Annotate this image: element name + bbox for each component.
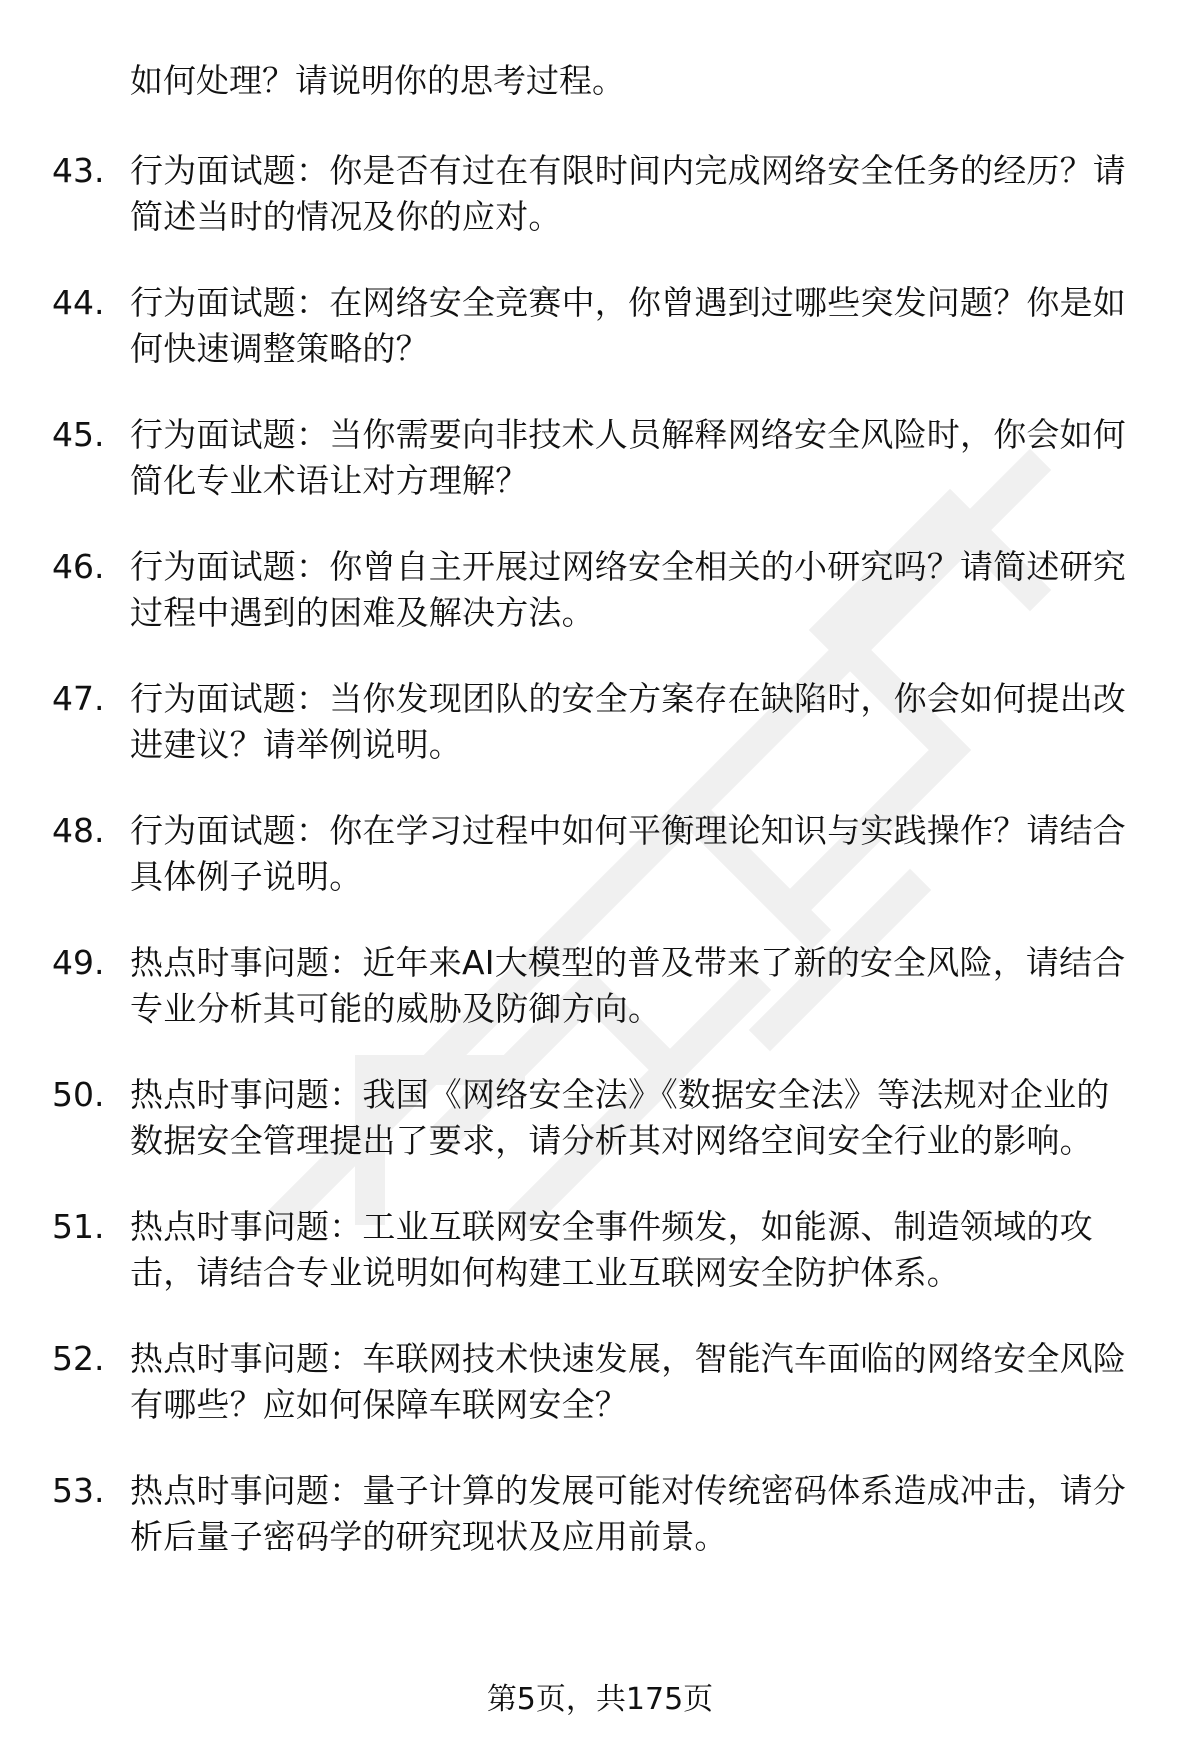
question-text: 行为面试题：当你需要向非技术人员解释网络安全风险时，你会如何简化专业术语让对方理解？ xyxy=(130,415,1126,500)
question-item xyxy=(0,1468,1140,1560)
question-text: 热点时事问题：工业互联网安全事件频发，如能源、制造领域的攻击，请结合专业说明如何构建工业互联网安全防护体系。 xyxy=(130,1207,1093,1292)
question-item xyxy=(0,412,1140,504)
question-number: 52. xyxy=(52,1339,105,1378)
question-item xyxy=(0,808,1140,900)
question-item xyxy=(0,1072,1140,1164)
question-item xyxy=(0,676,1140,768)
question-list xyxy=(0,148,1200,1600)
question-number: 53. xyxy=(52,1471,105,1510)
question-number: 45. xyxy=(52,415,105,454)
question-number: 51. xyxy=(52,1207,105,1246)
question-number: 44. xyxy=(52,283,105,322)
page-footer: 第5页，共175页 xyxy=(486,1682,714,1717)
question-number: 48. xyxy=(52,811,105,850)
question-number: 46. xyxy=(52,547,105,586)
question-number: 47. xyxy=(52,679,105,718)
question-item xyxy=(0,544,1140,636)
question-number: 49. xyxy=(52,943,105,982)
question-text: 行为面试题：你曾自主开展过网络安全相关的小研究吗？请简述研究过程中遇到的困难及解决方法。 xyxy=(130,547,1126,632)
question-number: 43. xyxy=(52,151,105,190)
question-item xyxy=(0,148,1140,240)
question-text: 热点时事问题：量子计算的发展可能对传统密码体系造成冲击，请分析后量子密码学的研究现状及应用前景。 xyxy=(130,1471,1126,1556)
question-item xyxy=(0,1336,1140,1428)
question-item xyxy=(0,1204,1140,1296)
question-text: 热点时事问题：近年来AI大模型的普及带来了新的安全风险，请结合专业分析其可能的威胁及防御方向。 xyxy=(130,943,1126,1028)
question-item xyxy=(0,280,1140,372)
question-text: 行为面试题：你在学习过程中如何平衡理论知识与实践操作？请结合具体例子说明。 xyxy=(130,811,1126,896)
continuation-text: 如何处理？请说明你的思考过程。 xyxy=(130,61,625,100)
question-text: 行为面试题：你是否有过在有限时间内完成网络安全任务的经历？请简述当时的情况及你的应对。 xyxy=(130,151,1126,236)
question-number: 50. xyxy=(52,1075,105,1114)
question-item xyxy=(0,940,1140,1032)
question-text: 热点时事问题：车联网技术快速发展，智能汽车面临的网络安全风险有哪些？应如何保障车联网安全？ xyxy=(130,1339,1126,1424)
question-text: 行为面试题：在网络安全竞赛中，你曾遇到过哪些突发问题？你是如何快速调整策略的？ xyxy=(130,283,1126,368)
question-text: 热点时事问题：我国《网络安全法》《数据安全法》等法规对企业的数据安全管理提出了要求，请分析其对网络空间安全行业的影响。 xyxy=(130,1075,1110,1160)
question-text: 行为面试题：当你发现团队的安全方案存在缺陷时，你会如何提出改进建议？请举例说明。 xyxy=(130,679,1126,764)
